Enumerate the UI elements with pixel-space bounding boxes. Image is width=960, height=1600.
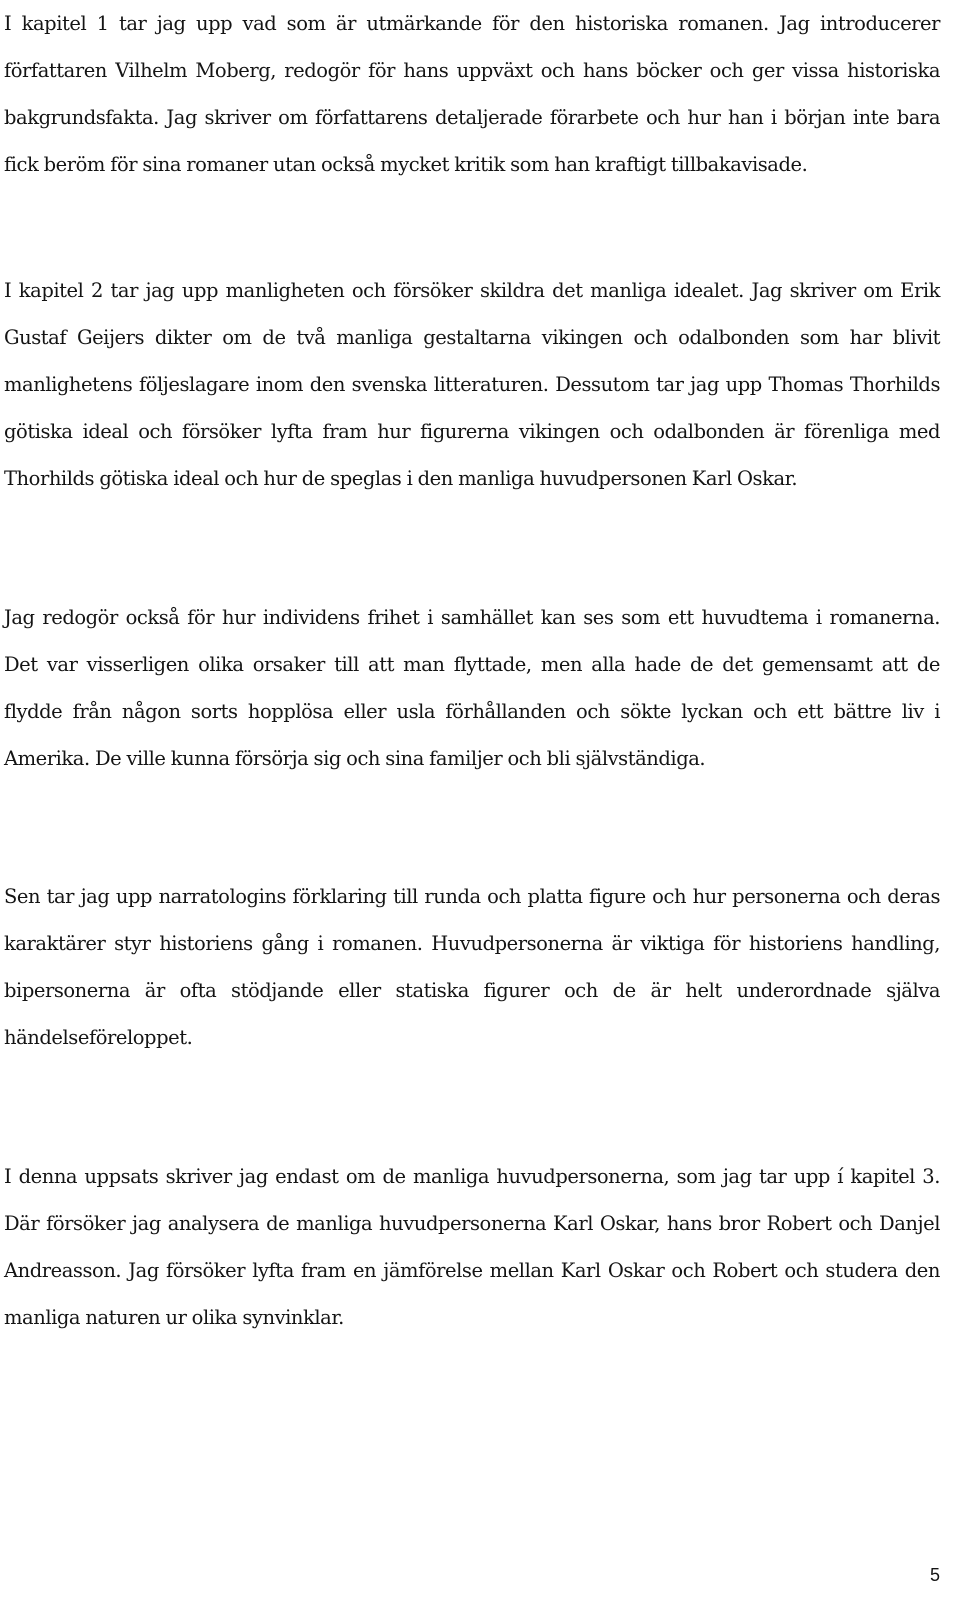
paragraph-freedom-theme: Jag redogör också för hur individens frihet i samhället kan ses som ett huvudtema i romanerna. Det var visserligen olika orsaker till att man flyttade, men alla hade de det gemensamt att de flydde från någon sorts hopplösa eller usla förhållanden och sökte lyckan och ett bättre liv i Amerika. De ville kunna försörja sig och sina familjer och bli självständiga. xyxy=(4,606,940,770)
paragraph-narratology: Sen tar jag upp narratologins förklaring till runda och platta figure och hur personerna och deras karaktärer styr historiens gång i romanen. Huvudpersonerna är viktiga för historiens handling, bipersonerna är ofta stödjande eller statiska figurer och de är helt underordnade själva händelseföreloppet. xyxy=(4,885,940,1049)
paragraph-chapter-2: I kapitel 2 tar jag upp manligheten och försöker skildra det manliga idealet. Jag skriver om Erik Gustaf Geijers dikter om de två manliga gestaltarna vikingen och odalbonden som har blivit manlighetens följeslagare inom den svenska litteraturen. Dessutom tar jag upp Thomas Thorhilds götiska ideal och försöker lyfta fram hur figurerna vikingen och odalbonden är förenliga med Thorhilds götiska ideal och hur de speglas i den manliga huvudpersonen Karl Oskar. xyxy=(4,279,940,490)
paragraph-chapter-3: I denna uppsats skriver jag endast om de manliga huvudpersonerna, som jag tar upp í kapitel 3. Där försöker jag analysera de manliga huvudpersonerna Karl Oskar, hans bror Robert och Danjel Andreasson. Jag försöker lyfta fram en jämförelse mellan Karl Oskar och Robert och studera den manliga naturen ur olika synvinklar. xyxy=(4,1165,940,1329)
page-number: 5 xyxy=(929,1565,940,1585)
paragraph-chapter-1: I kapitel 1 tar jag upp vad som är utmärkande för den historiska romanen. Jag introducerer författaren Vilhelm Moberg, redogör för hans uppväxt och hans böcker och ger vissa historiska bakgrundsfakta. Jag skriver om författarens detaljerade förarbete och hur han i början inte bara fick beröm för sina romaner utan också mycket kritik som han kraftigt tillbakavisade. xyxy=(4,12,940,176)
